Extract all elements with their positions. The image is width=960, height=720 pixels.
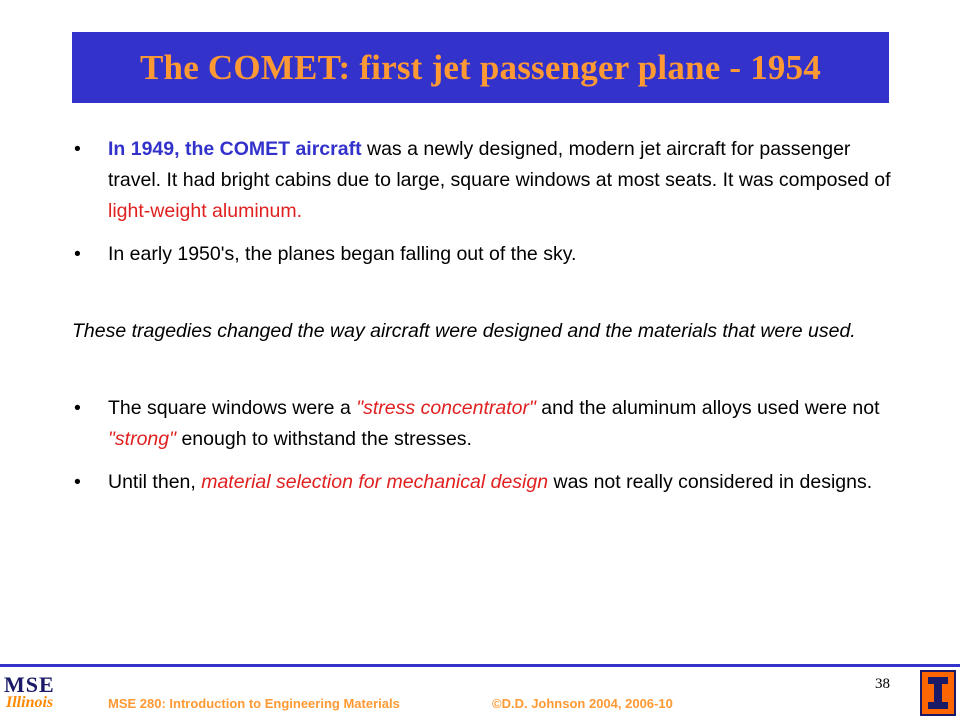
bullet-text: was a newly designed, modern jet aircraft for passenger travel. It had bright cabins due to large, square windows at most seats. It was composed of (108, 138, 891, 191)
bullet-item (72, 467, 902, 498)
bullet-highlight: light-weight aluminum. (108, 200, 303, 222)
italic-paragraph: These tragedies changed the way aircraft were designed and the materials that were used. (72, 320, 856, 342)
bullet-text: and the aluminum alloys used were not (535, 397, 880, 419)
page-number: 38 (875, 676, 890, 692)
bullet-text: Until then, (108, 471, 202, 493)
slide-body (72, 134, 902, 510)
slide-title: The COMET: first jet passenger plane - 1954 (140, 47, 821, 87)
bullet-dot: • (74, 397, 81, 419)
mse-logo: MSE (4, 672, 55, 697)
bullet-lead: In 1949, the COMET aircraft (108, 138, 362, 160)
bullet-text: was not really considered in designs. (548, 471, 873, 493)
bullet-item (72, 134, 902, 227)
footer-divider (0, 664, 960, 667)
title-banner (72, 32, 889, 103)
footer-copyright: ©D.D. Johnson 2004, 2006-10 (492, 696, 673, 711)
block-i-logo-icon (920, 670, 956, 716)
block-i-icon (922, 672, 954, 714)
footer-course: MSE 280: Introduction to Engineering Materials (108, 696, 400, 711)
bullet-highlight: "stress concentrator" (356, 397, 536, 419)
bullet-text: enough to withstand the stresses. (176, 428, 472, 450)
bullet-text: In early 1950's, the planes began falling out of the sky. (108, 243, 577, 265)
bullet-highlight: material selection for mechanical design (201, 471, 549, 493)
bullet-highlight: "strong" (108, 428, 177, 450)
illinois-logo: Illinois (6, 694, 54, 711)
bullet-dot: • (74, 471, 81, 493)
bullet-item (72, 239, 902, 270)
bullet-item (72, 393, 902, 455)
bullet-text: The square windows were a (108, 397, 357, 419)
bullet-dot: • (74, 243, 81, 265)
bullet-dot: • (74, 138, 81, 160)
